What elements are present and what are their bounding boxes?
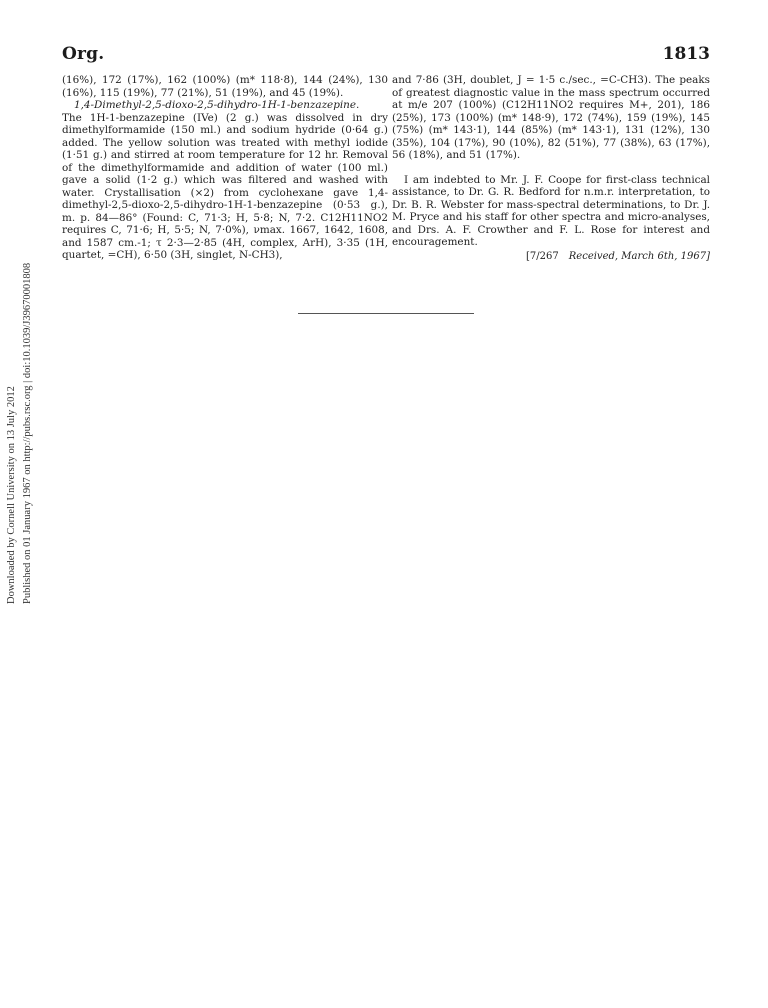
received-date: Received, March 6th, 1967] bbox=[568, 250, 710, 262]
download-note: Downloaded by Cornell University on 13 July 2012 bbox=[6, 386, 17, 604]
acknowledgement: I am indebted to Mr. J. F. Coope for first-class technical assistance, to Dr. G. R. Bedford for n.m.r. interpretation, to Dr. B. R. Webster for mass-spectral determinations, to Dr. J. M. Pryce and his staff for other spectra and micro-analyses, and Drs. A. F. Crowther and F. L. Rose for interest and encouragement. bbox=[392, 173, 710, 248]
received-line bbox=[392, 251, 710, 264]
continuation-text-right: and 7·86 (3H, doublet, J = 1·5 c./sec., =C-CH3). The peaks of greatest diagnostic value in the mass spectrum occurred at m/e 207 (100%) (C12H11NO2 requires M+, 201), 186 (25%), 173 (100%) (m* 148·9), 172 (74%), 159 (19%), 145 (75%) (m* 143·1), 144 (85%) (m* 143·1), 131 (12%), 130 (35%), 104 (17%), 90 (10%), 82 (51%), 77 (38%), 63 (17%), 56 (18%), and 51 (17%). bbox=[392, 74, 710, 161]
right-column bbox=[392, 74, 710, 263]
page-number: 1813 bbox=[662, 44, 710, 64]
publish-note: Published on 01 January 1967 on http://pubs.rsc.org | doi:10.1039/J39670001808 bbox=[22, 262, 33, 604]
continuation-text: (16%), 172 (17%), 162 (100%) (m* 118·8), 144 (24%), 130 (16%), 115 (19%), 77 (21%), 51 (19%), and 45 (19%). bbox=[62, 74, 388, 99]
left-column bbox=[62, 74, 388, 262]
experimental-paragraph: The 1H-1-benzazepine (IVe) (2 g.) was dissolved in dry dimethylformamide (150 ml.) and sodium hydride (0·64 g.) added. The yellow solution was treated with methyl iodide (1·51 g.) and stirred at room temperature for 12 hr. Removal of the dimethylformamide and addition of water (100 ml.) gave a solid (1·2 g.) which was filtered and washed with water. Crystallisation (×2) from cyclohexane gave 1,4-dimethyl-2,5-dioxo-2,5-dihydro-1H-1-benzazepine (0·53 g.), m. p. 84—86° (Found: C, 71·3; H, 5·8; N, 7·2. C12H11NO2 requires C, 71·6; H, 5·5; N, 7·0%), νmax. 1667, 1642, 1608, and 1587 cm.-1; τ 2·3—2·85 (4H, complex, ArH), 3·35 (1H, quartet, =CH), 6·50 (3H, singlet, N-CH3), bbox=[62, 111, 388, 261]
end-divider bbox=[298, 313, 474, 314]
compound-heading: 1,4-Dimethyl-2,5-dioxo-2,5-dihydro-1H-1-benzazepine. bbox=[74, 99, 360, 111]
paper-id: [7/267 bbox=[526, 250, 559, 262]
journal-header: Org. bbox=[62, 44, 105, 64]
